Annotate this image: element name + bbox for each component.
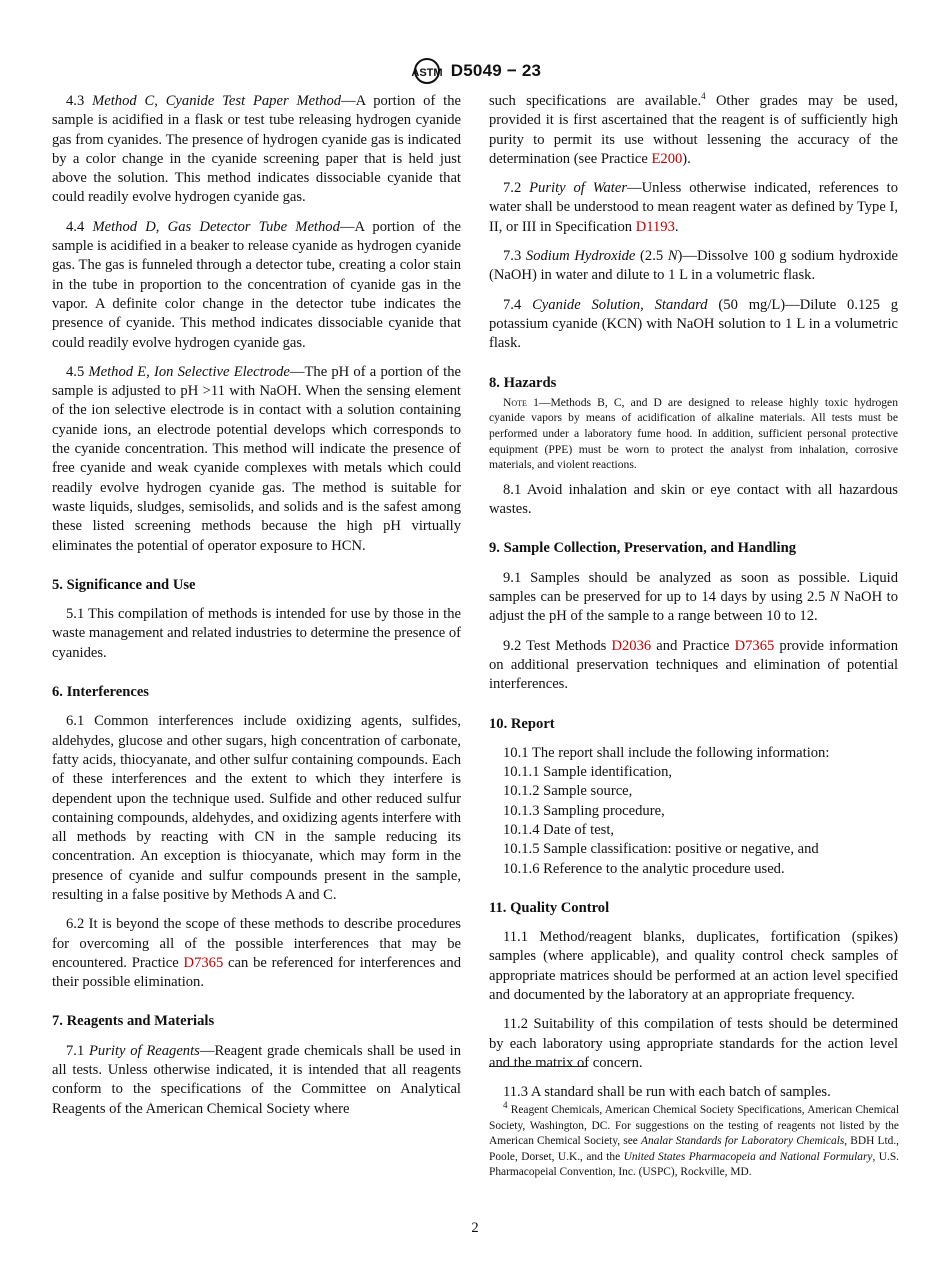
text-run: 4.5 <box>66 363 89 380</box>
paragraph <box>489 92 898 169</box>
text-run: 10.1.2 Sample source, <box>503 783 633 800</box>
right-column <box>489 92 898 1113</box>
section-heading <box>489 374 898 393</box>
footnote <box>489 1100 900 1181</box>
paragraph <box>489 247 898 286</box>
note <box>489 395 898 473</box>
astm-logo-icon <box>409 56 445 86</box>
text-run: ). <box>682 150 691 167</box>
text-run: 5.1 This compilation of methods is intended for use by those in the waste management and related industries to determine the presence of cyanides. <box>52 606 461 661</box>
text-run: 9. Sample Collection, Preservation, and Handling <box>489 540 797 557</box>
paragraph <box>52 363 461 556</box>
text-run: 11. Quality Control <box>489 899 610 916</box>
text-run: 10.1.5 Sample classification: positive or negative, and <box>503 841 819 858</box>
text-run: 10.1.1 Sample identification, <box>503 764 673 781</box>
text-run: —The pH of a portion of the sample is adjusted to pH >11 with NaOH. When the sensing element of the ion selective electrode is in contact with a solution containing cyanide ions, an electrode potential develops which corresponds to the cyanide concentration. This method will indicate the presence of free cyanide and weak cyanide complexes with metals which could readily evolve hydrogen cyanide gas. The method is suitable for waste liquids, sludges, semisolids, and solids and is the safest among these listed screening methods because the high pH virtually eliminates the potential of operator exposure to HCN. <box>52 363 461 554</box>
text-run: , U.S. Pharmacopeial Convention, Inc. (USPC), Rockville, MD. <box>489 1150 900 1179</box>
text-run: 6.1 Common interferences include oxidizing agents, sulfides, aldehydes, glucose and other sugars, high concentration of carbonate, fatty acids, thiocyanate, and other sulfur containing compounds. Each of these interferences and the extent to which they interfere is dependent upon the technique used. Sulfide and other reduced sulfur containing compounds, aldehydes, and oxidizing agents interfere with all methods by reacting with CN in the sample reducing its concentration. An exception is thiocyanate, which may form in the presence of cyanide and sulfur compounds present in the sample, resulting in a false positive by Methods A and C. <box>52 713 461 903</box>
text-run: Sodium Hydroxide <box>525 248 636 265</box>
section-heading <box>52 1012 461 1031</box>
text-run: N <box>829 589 840 606</box>
text-run: 6. Interferences <box>52 684 149 701</box>
text-run: N <box>667 248 678 265</box>
section-heading <box>489 715 898 734</box>
text-run: 5. Significance and Use <box>52 576 196 593</box>
text-run: 10.1.4 Date of test, <box>503 821 615 838</box>
text-run: NaOH to adjust the pH of the sample to a range between 10 to 12. <box>489 589 899 625</box>
paragraph <box>489 569 898 627</box>
text-run: Note <box>503 395 527 409</box>
paragraph <box>52 915 461 992</box>
reference-link[interactable]: D7365 <box>734 637 775 654</box>
list-item <box>489 802 898 821</box>
text-run: 7.3 <box>503 248 526 265</box>
text-run: . <box>674 218 679 235</box>
section-heading <box>52 683 461 702</box>
list-item <box>489 744 898 763</box>
text-run: 8. Hazards <box>489 374 557 391</box>
text-run: Purity of Reagents <box>89 1042 200 1059</box>
page-number: 2 <box>471 1220 479 1236</box>
paragraph <box>52 1042 461 1119</box>
page-header <box>0 56 950 91</box>
section-heading <box>489 539 898 558</box>
text-run: 6.2 It is beyond the scope of these methods to describe procedures for overcoming all of the possible interferences that may be encountered. Practice <box>52 916 461 971</box>
text-run: 10.1.6 Reference to the analytic procedure used. <box>503 860 785 877</box>
text-run: 11.2 Suitability of this compilation of tests should be determined by each laboratory using appropriate standards for the action level and the matrix of concern. <box>489 1016 898 1071</box>
text-run: 4.4 <box>66 218 93 235</box>
text-run: )—Dissolve 100 g sodium hydroxide (NaOH) in water and dilute to 1 L in a volumetric flask. <box>489 248 899 284</box>
text-run: Method D, Gas Detector Tube Method <box>92 218 340 235</box>
section-heading <box>52 576 461 595</box>
text-run: Method E, Ion Selective Electrode <box>88 363 290 380</box>
text-run: —A portion of the sample is acidified in a beaker to release cyanide as hydrogen cyanide gas. The gas is funneled through a detector tube, creating a color stain in the tube in proportion to the concentration of cyanide gas in the vapor. A definite color change in the detector tube indicates the presence of cyanide. This method indicates dissociable cyanide that could readily evolve hydrogen cyanide gas. <box>52 218 462 351</box>
paragraph <box>489 296 898 354</box>
text-run: 1—Methods B, C, and D are designed to release highly toxic hydrogen cyanide vapors by means of acidification of alkaline materials. All tests must be performed under a laboratory fume hood. In addition, sufficient personal protective equipment (PPE) must be worn to protect the analyst from inhalation, corrosive materials, and violent reactions. <box>489 395 898 472</box>
text-run: 7. Reagents and Materials <box>52 1013 215 1030</box>
text-run: 7.4 <box>503 296 533 313</box>
text-run: 9.1 Samples should be analyzed as soon as possible. Liquid samples can be preserved for up to 14 days by using 2.5 <box>489 569 898 606</box>
text-run: can be referenced for interferences and their possible elimination. <box>52 954 461 991</box>
text-run: 7.2 <box>503 180 530 197</box>
text-run: (2.5 <box>635 248 668 265</box>
text-run: Reagent Chemicals, American Chemical Society Specifications, American Chemical Society, Washington, DC. For suggestions on the testing of reagents not listed by the American Chemical Society, see <box>489 1104 899 1148</box>
paragraph <box>489 1015 898 1073</box>
paragraph <box>489 179 898 237</box>
text-run: , BDH Ltd., Poole, Dorset, U.K., and the <box>489 1135 900 1163</box>
paragraph <box>52 218 461 353</box>
list-item <box>489 840 898 859</box>
footnote-divider <box>489 1066 587 1067</box>
paragraph <box>52 712 461 905</box>
text-run: Cyanide Solution, Standard <box>532 296 708 313</box>
paragraph <box>52 605 461 663</box>
text-run: (50 mg/L)—Dilute 0.125 g potassium cyanide (KCN) with NaOH solution to 1 L in a volumetric flask. <box>489 296 899 352</box>
paragraph <box>489 637 898 695</box>
reference-link[interactable]: E200 <box>651 150 683 167</box>
text-run: 10.1.3 Sampling procedure, <box>503 802 665 819</box>
footnote-marker: 4 <box>701 91 706 102</box>
list-item <box>489 860 898 879</box>
paragraph <box>489 1083 898 1102</box>
text-run: Other grades may be used, provided it is first ascertained that the reagent is of sufficiently high purity to permit its use without lessening the accuracy of the determination (see Practice <box>489 93 898 167</box>
left-column <box>52 92 461 1129</box>
text-run: 4.3 <box>66 93 93 109</box>
text-run: Analar Standards for Laboratory Chemicals <box>640 1135 845 1148</box>
text-run: —A portion of the sample is acidified in a flask or test tube releasing hydrogen cyanide gas from cyanides. The presence of hydrogen cyanide gas is indicated by a color change in the cyanide screening paper that is held just above the solution. This method indicates dissociable cyanide that could readily evolve hydrogen cyanide gas. <box>52 93 461 206</box>
list-item <box>489 782 898 801</box>
text-run: such specifications are available. <box>489 93 702 109</box>
paragraph <box>489 481 898 520</box>
svg-text:ASTM: ASTM <box>411 67 443 79</box>
text-run: Purity of Water <box>529 180 628 197</box>
reference-link[interactable]: D7365 <box>183 954 224 971</box>
text-run: and Practice <box>651 637 735 654</box>
text-run: —Reagent grade chemicals shall be used in all tests. Unless otherwise indicated, it is intended that all reagents conform to the specifications of the Committee on Analytical Reagents of the American Chemical Society where <box>52 1042 461 1117</box>
text-run: United States Pharmacopeia and National Formulary <box>623 1150 873 1163</box>
text-run: 11.3 A standard shall be run with each batch of samples. <box>503 1084 831 1101</box>
list-item <box>489 821 898 840</box>
paragraph <box>489 928 898 1005</box>
text-run: provide information on additional preservation techniques and elimination of potential interferences. <box>489 637 898 693</box>
text-run: 10. Report <box>489 715 555 732</box>
section-heading <box>489 899 898 918</box>
reference-link[interactable]: D1193 <box>635 218 675 235</box>
text-run: 9.2 Test Methods <box>503 637 612 654</box>
text-run: 8.1 Avoid inhalation and skin or eye contact with all hazardous wastes. <box>489 481 898 518</box>
text-run: 10.1 The report shall include the following information: <box>503 744 830 761</box>
text-run: Method C, Cyanide Test Paper Method <box>92 93 342 109</box>
text-run: 7.1 <box>66 1042 89 1059</box>
paragraph <box>52 92 461 208</box>
text-run: —Unless otherwise indicated, references to water shall be understood to mean reagent water as defined by Type I, II, or III in Specification <box>489 180 899 235</box>
list-item <box>489 763 898 782</box>
text-run: 11.1 Method/reagent blanks, duplicates, fortification (spikes) samples (where applicable), and quality control check samples of appropriate matrices should be performed at an action level specified and documented by the laboratory at an appropriate frequency. <box>489 929 898 1004</box>
document-id: D5049 − 23 <box>450 61 542 80</box>
footnote-marker: 4 <box>503 1100 508 1111</box>
reference-link[interactable]: D2036 <box>611 637 652 654</box>
